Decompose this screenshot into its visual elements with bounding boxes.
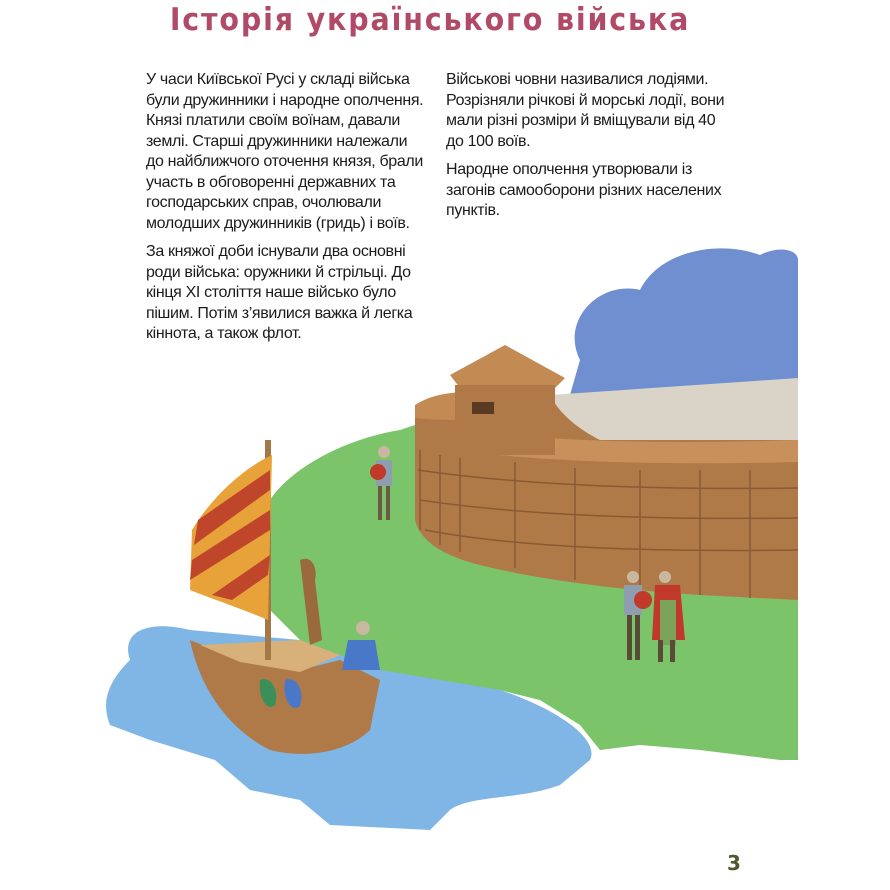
paragraph: У часи Київської Русі у складі війська були дружинники і народне ополчення. Князі платили своїм воїнам, давали землі. Старші дружинники належали до найближчого оточення князя, брали участь в обговоренні державних та господарських справ, очолювали молодших дружинників (гридь) і воїв. (146, 71, 424, 232)
page-number: 3 (727, 851, 741, 875)
fortress-tower-body (455, 385, 555, 455)
paragraph: Народне ополчення утворювали із загонів самооборони різних населених пунктів. (446, 161, 722, 219)
fortress-tower-roof (450, 345, 565, 388)
page-title: Історія українського війська (169, 2, 691, 38)
tower-window (472, 402, 494, 414)
paragraph: За княжої доби існували два основні роди війська: оружники й стрільці. До кінця ХІ століття наше військо було пішим. Потім з’явилися важка й легка кіннота, а також флот. (146, 243, 413, 342)
paragraph: Військові човни називалися лодіями. Розрізняли річкові й морські лодії, вони мали різні розміри й вміщували від 40 до 100 воїв. (446, 71, 725, 150)
